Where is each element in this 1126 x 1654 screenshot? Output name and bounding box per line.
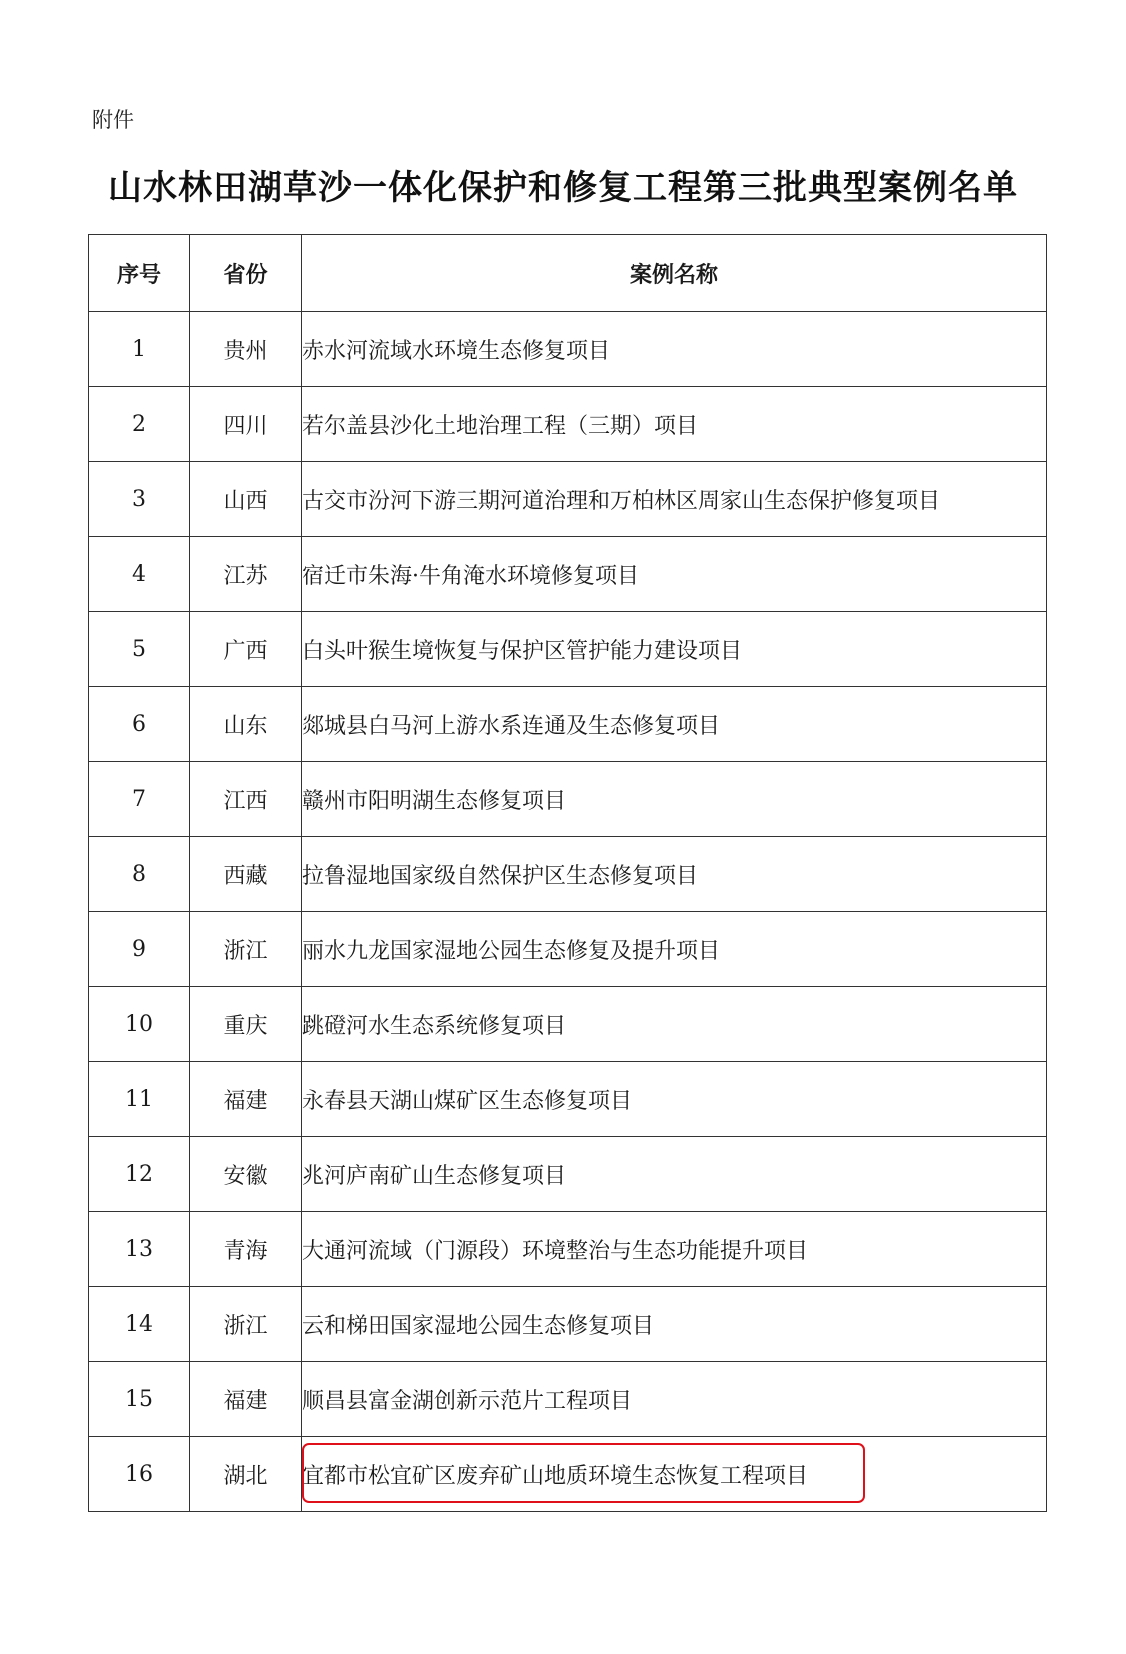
row-province: 湖北 (190, 1437, 302, 1512)
row-province: 贵州 (190, 312, 302, 387)
row-province: 浙江 (190, 912, 302, 987)
row-case-name: 兆河庐南矿山生态修复项目 (302, 1137, 1047, 1212)
row-index: 2 (89, 387, 190, 462)
row-index: 5 (89, 612, 190, 687)
row-index: 12 (89, 1137, 190, 1212)
table-row (89, 1362, 1047, 1437)
row-index: 15 (89, 1362, 190, 1437)
row-index: 8 (89, 837, 190, 912)
row-index: 10 (89, 987, 190, 1062)
row-province: 福建 (190, 1362, 302, 1437)
row-index: 6 (89, 687, 190, 762)
table-row (89, 1137, 1047, 1212)
row-case-name: 云和梯田国家湿地公园生态修复项目 (302, 1287, 1047, 1362)
cases-table (88, 234, 1047, 1512)
row-index: 3 (89, 462, 190, 537)
row-case-name: 白头叶猴生境恢复与保护区管护能力建设项目 (302, 612, 1047, 687)
row-case-name: 宿迁市朱海·牛角淹水环境修复项目 (302, 537, 1047, 612)
attachment-label: 附件 (92, 108, 134, 132)
row-province: 山东 (190, 687, 302, 762)
row-province: 山西 (190, 462, 302, 537)
row-case-name: 拉鲁湿地国家级自然保护区生态修复项目 (302, 837, 1047, 912)
row-index: 14 (89, 1287, 190, 1362)
table-header-row (89, 235, 1047, 312)
row-case-name: 大通河流域（门源段）环境整治与生态功能提升项目 (302, 1212, 1047, 1287)
row-case-name-highlighted (302, 1437, 1047, 1512)
table-row (89, 537, 1047, 612)
row-province: 浙江 (190, 1287, 302, 1362)
header-case-name: 案例名称 (302, 235, 1047, 312)
table-row (89, 687, 1047, 762)
document-title: 山水林田湖草沙一体化保护和修复工程第三批典型案例名单 (108, 168, 1018, 208)
table-row (89, 837, 1047, 912)
row-case-name: 丽水九龙国家湿地公园生态修复及提升项目 (302, 912, 1047, 987)
table-row (89, 312, 1047, 387)
table-row (89, 1212, 1047, 1287)
row-index: 11 (89, 1062, 190, 1137)
row-province: 西藏 (190, 837, 302, 912)
row-index: 9 (89, 912, 190, 987)
row-index: 4 (89, 537, 190, 612)
row-province: 四川 (190, 387, 302, 462)
table-row (89, 387, 1047, 462)
table-row (89, 1062, 1047, 1137)
row-province: 福建 (190, 1062, 302, 1137)
row-case-name: 郯城县白马河上游水系连通及生态修复项目 (302, 687, 1047, 762)
table-row (89, 987, 1047, 1062)
row-case-name: 赣州市阳明湖生态修复项目 (302, 762, 1047, 837)
row-case-name: 跳磴河水生态系统修复项目 (302, 987, 1047, 1062)
header-province: 省份 (190, 235, 302, 312)
row-province: 江苏 (190, 537, 302, 612)
table-row (89, 762, 1047, 837)
row-province: 江西 (190, 762, 302, 837)
row-index: 16 (89, 1437, 190, 1512)
table-row (89, 1287, 1047, 1362)
row-province: 重庆 (190, 987, 302, 1062)
highlighted-case-name-text: 宜都市松宜矿区废弃矿山地质环境生态恢复工程项目 (302, 1463, 809, 1489)
row-index: 1 (89, 312, 190, 387)
row-case-name: 永春县天湖山煤矿区生态修复项目 (302, 1062, 1047, 1137)
row-province: 安徽 (190, 1137, 302, 1212)
row-index: 13 (89, 1212, 190, 1287)
row-province: 青海 (190, 1212, 302, 1287)
table-row (89, 462, 1047, 537)
table-row (89, 912, 1047, 987)
row-case-name: 顺昌县富金湖创新示范片工程项目 (302, 1362, 1047, 1437)
row-province: 广西 (190, 612, 302, 687)
row-case-name: 赤水河流域水环境生态修复项目 (302, 312, 1047, 387)
row-case-name: 若尔盖县沙化土地治理工程（三期）项目 (302, 387, 1047, 462)
table-row (89, 612, 1047, 687)
table-row-highlighted (89, 1437, 1047, 1512)
row-case-name: 古交市汾河下游三期河道治理和万柏林区周家山生态保护修复项目 (302, 462, 1047, 537)
row-index: 7 (89, 762, 190, 837)
header-index: 序号 (89, 235, 190, 312)
